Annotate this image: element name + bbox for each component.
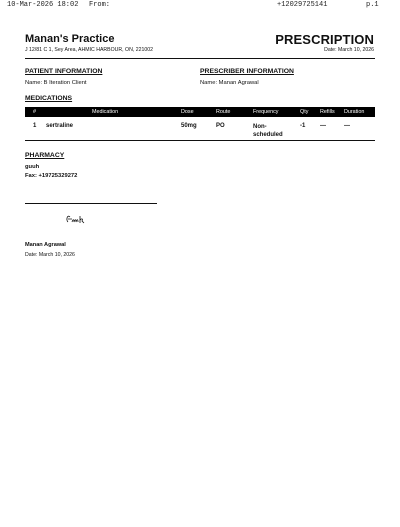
- pharmacy-fax: Fax: +19725329272: [25, 173, 78, 179]
- patient-name: Name: B Iteration Client: [25, 80, 87, 86]
- medications-table-header: [25, 107, 375, 117]
- column-header-number: #: [33, 109, 36, 115]
- prescriber-section-title: PRESCRIBER INFORMATION: [200, 68, 294, 75]
- practice-address: J 12/81 C 1, Sey Area, AHMIC HARBOUR, ON, 221002: [25, 47, 154, 53]
- header-divider: [25, 58, 375, 59]
- column-header-refills: Refills: [320, 109, 335, 115]
- fax-from-label: From:: [89, 1, 111, 9]
- practice-name: Manan's Practice: [25, 33, 115, 45]
- column-header-qty: Qty: [300, 109, 309, 115]
- medication-frequency: Non-scheduled: [253, 124, 283, 138]
- fax-number: +12029725141: [277, 1, 328, 9]
- medications-divider: [25, 140, 375, 141]
- medication-qty: -1: [300, 123, 306, 129]
- column-header-frequency: Frequency: [253, 109, 279, 115]
- medication-number: 1: [33, 123, 37, 129]
- medication-duration: —: [344, 123, 350, 129]
- signature-date: Date: March 10, 2026: [25, 252, 75, 258]
- table-row: [25, 118, 375, 140]
- column-header-dose: Dose: [181, 109, 194, 115]
- pharmacy-name: guuh: [25, 164, 40, 170]
- column-header-medication: Medication: [92, 109, 119, 115]
- fax-page-number: p.1: [366, 1, 379, 9]
- patient-section-title: PATIENT INFORMATION: [25, 68, 103, 75]
- medications-section-title: MEDICATIONS: [25, 95, 73, 102]
- medication-refills: —: [320, 123, 326, 129]
- handwritten-signature: [50, 213, 90, 227]
- signer-name: Manan Agrawal: [25, 242, 66, 248]
- prescriber-name: Name: Manan Agrawal: [200, 80, 259, 86]
- column-header-duration: Duration: [344, 109, 365, 115]
- medication-route: PO: [216, 123, 225, 129]
- document-date: Date: March 10, 2026: [324, 47, 374, 53]
- signature-line: [25, 203, 157, 204]
- fax-date-time: 10-Mar-2026 18:02: [7, 1, 79, 9]
- medication-dose: 50mg: [181, 123, 197, 129]
- column-header-route: Route: [216, 109, 231, 115]
- fax-transmission-header: [0, 0, 400, 12]
- medication-name: sertraline: [46, 123, 74, 129]
- pharmacy-section-title: PHARMACY: [25, 152, 65, 159]
- document-title: PRESCRIPTION: [275, 32, 374, 47]
